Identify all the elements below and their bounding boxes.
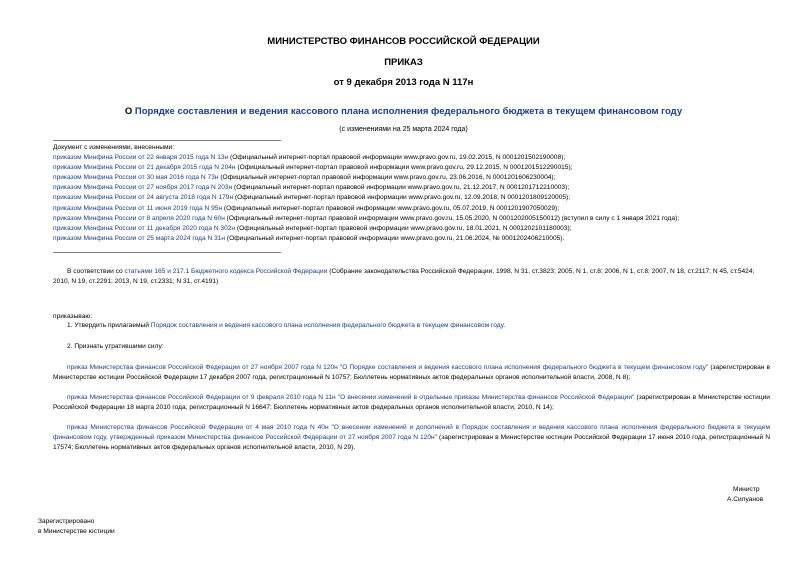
preamble-paragraph [53,267,770,287]
amendment-link[interactable]: приказом Минфина России от 11 июня 2019 года N 95н [53,204,223,212]
amendment-link[interactable]: приказом Минфина России от 24 августа 2018 года N 179н [53,194,234,202]
repealed-order-details: (зарегистрирован в Министерстве юстиции Российской Федерации 18 марта 2010 года, регистрационный N 16647; Бюллетень нормативных актов федеральных органов исполнительной власти, 2010, N 14); [53,394,770,412]
document-title [0,106,807,117]
amendment-source: (Официальный интернет-портал правовой информации www.pravo.gov.ru, 05.07.2019, N 0001201907050029); [222,204,560,212]
list-item [53,224,773,234]
registration-line-2: в Министерстве юстиции [38,528,115,535]
registration-line-1: Зарегистрировано [38,518,95,525]
amendment-source: (Официальный интернет-портал правовой информации www.pravo.gov.ru, 12.09.2018, N 0001201809120005); [233,194,571,202]
title-prefix: О [124,106,135,117]
list-item [53,183,773,193]
order-intro: приказываю: [53,313,93,320]
repealed-item-2 [53,393,770,413]
divider-top [53,140,281,141]
list-item [53,214,773,224]
list-item [53,234,773,244]
amendment-source: (Официальный интернет-портал правовой информации www.pravo.gov.ru, 21.06.2024, № 0001202406210005). [225,234,565,242]
order-item-1-before: 1. Утвердить прилагаемый [67,322,151,329]
repealed-order-details: (зарегистрирован в Министерстве юстиции Российской Федерации 17 июня 2010 года, регистрационный N 17574; Бюллетень нормативных актов федеральных органов исполнительной власти, 2010, N 29). [53,434,770,452]
changes-note: (с изменениями на 25 марта 2024 года) [339,126,468,133]
list-item [53,204,773,214]
title-link[interactable]: Порядке составления и ведения кассового плана исполнения федерального бюджета в текущем финансовом году [134,106,683,117]
preamble-before: В соответствии со [67,268,125,275]
repealed-order-details: (зарегистрирован в Министерстве юстиции Российской Федерации 17 декабря 2007 года, регистрационный N 10757; Бюллетень нормативных актов федеральных органов исполнительной власти, 2008, N 8); [53,364,770,382]
divider-bottom [53,252,281,253]
ministry-heading: МИНИСТЕРСТВО ФИНАНСОВ РОССИЙСКОЙ ФЕДЕРАЦИИ [267,36,540,47]
list-item [53,193,773,203]
repealed-order-link[interactable]: приказ Министерства финансов Российской Федерации от 9 февраля 2010 года N 11н "О внесении изменений в отдельные приказы Министерства финансов Российской Федерации" [67,394,635,401]
signature-name: А.Силуанов [727,496,764,503]
procedure-link[interactable]: Порядок составления и ведения кассового плана исполнения федерального бюджета в текущем финансовом году [150,322,504,329]
date-number-heading: от 9 декабря 2013 года N 117н [333,77,474,88]
list-item [53,153,773,163]
order-item-1-after: . [503,322,506,329]
amendment-source: (Официальный интернет-портал правовой информации www.pravo.gov.ru, 19.02.2015, N 0001201502190008); [228,154,566,162]
amendment-link[interactable]: приказом Минфина России от 21 декабря 2015 года N 204н [53,164,236,172]
repealed-item-3 [53,423,770,453]
amendment-link[interactable]: приказом Минфина России от 30 мая 2016 года N 73н [53,174,219,182]
amendment-source: (Официальный интернет-портал правовой информации www.pravo.gov.ru, 18.01.2021, N 0001202101180003); [235,224,572,232]
amendment-link[interactable]: приказом Минфина России от 22 января 2015 года N 13н [53,154,229,162]
list-item [53,173,773,183]
list-item [53,163,773,173]
repealed-order-link[interactable]: приказ Министерства финансов Российской Федерации от 27 ноября 2007 года N 120н "О Порядке составления и ведения кассового плана исполнения федерального бюджета в текущем финансовом году" [67,364,709,371]
budget-code-link[interactable]: статьями 165 и 217.1 Бюджетного кодекса Российской Федерации [124,268,328,275]
order-item-2: 2. Признать утратившими силу: [67,343,164,350]
amendment-source: (Официальный интернет-портал правовой информации www.pravo.gov.ru, 21.12.2017, N 0001201712210003); [232,184,570,192]
amendment-link[interactable]: приказом Минфина России от 27 ноября 2017 года N 203н [53,184,233,192]
order-item-1 [53,321,770,331]
amendment-link[interactable]: приказом Минфина России от 11 декабря 2020 года N 302н [53,224,236,232]
amendments-list [53,143,773,244]
doc-type-heading: ПРИКАЗ [384,57,423,68]
signature-position: Министр [733,486,760,493]
repealed-item-1 [53,363,770,383]
amendment-link[interactable]: приказом Минфина России от 25 марта 2024 года N 31н [53,234,226,242]
repealed-order-link[interactable]: приказ Министерства финансов Российской Федерации от 4 мая 2010 года N 40н "О внесении изменений и дополнений в Порядок составления и ведения кассового плана исполнения федерального бюджета в текущем финансовом году, утвержденный приказом Министерства финансов Российской Федерации от 27 ноября 2007 года N 120н" [53,424,770,442]
amendment-source: (Официальный интернет-портал правовой информации www.pravo.gov.ru, 23.06.2016, N 0001201606230004); [218,174,556,182]
amendment-link[interactable]: приказом Минфина России от 8 апреля 2020 года N 60н [53,214,225,222]
preamble-after: (Собрание законодательства Российской Федерации, 1998, N 31, ст.3823; 2005, N 1, ст.8; 2006, N 1, ст.8; 2007, N 18, ст.2117; N 45, ст.5424; 2010, N 19, ст.2291; 2013, N 19, ст.2331; N 31, ст.4191) [53,268,755,286]
amendment-source: (Официальный интернет-портал правовой информации www.pravo.gov.ru, 29.12.2015, N 0001201512290015); [235,164,573,172]
amendments-intro: Документ с изменениями, внесенными: [53,144,175,151]
amendment-source: (Официальный интернет-портал правовой информации www.pravo.gov.ru, 15.05.2020, N 0001202005150012) (вступил в силу с 1 января 2021 года); [224,214,680,222]
